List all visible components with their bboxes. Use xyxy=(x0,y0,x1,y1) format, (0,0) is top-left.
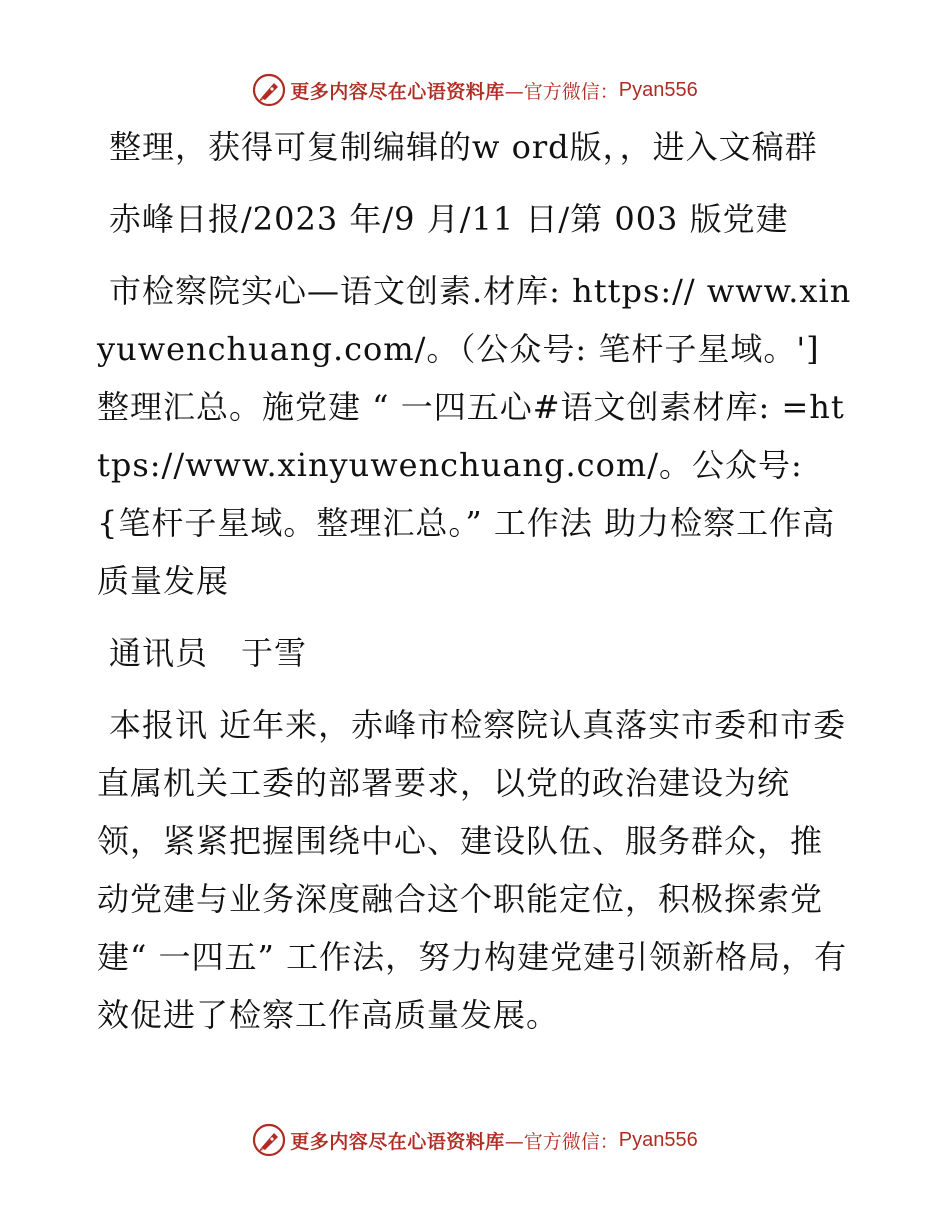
paragraph-intro: 整理，获得可复制编辑的w ord版，，进入文稿群 xyxy=(109,128,818,166)
banner-wechat-id: Pyan556 xyxy=(618,78,698,101)
header-banner xyxy=(0,70,950,110)
banner-separator: —官方微信： xyxy=(504,80,619,103)
paragraph-source-line: 赤峰日报/2023 年/9 月/11 日/第 003 版党建 xyxy=(109,200,789,238)
fountain-pen-logo-icon xyxy=(252,1123,286,1157)
paragraph-title: 市检察院实心—语文创素.材库: https:// www.xinyuwenchuang.com/。（公众号: 笔杆子星域。'] 整理汇总。施党建 “ 一四五心#语文创素材库: =https://www.xinyuwenchuang.com/。公众号: {笔杆子星域。整理汇总。” 工作法 助力检察工作高质量发展 xyxy=(97,272,852,600)
banner-text: 更多内容尽在心语资料库 xyxy=(290,80,505,103)
fountain-pen-logo-icon xyxy=(252,73,286,107)
banner-wechat-id: Pyan556 xyxy=(618,1128,698,1151)
banner-separator: —官方微信： xyxy=(504,1130,619,1153)
document-body xyxy=(97,118,852,1058)
footer-banner xyxy=(0,1120,950,1160)
paragraph-body: 本报讯 近年来，赤峰市检察院认真落实市委和市委直属机关工委的部署要求，以党的政治建设为统领，紧紧把握围绕中心、建设队伍、服务群众，推动党建与业务深度融合这个职能定位，积极探索党建“ 一四五” 工作法，努力构建党建引领新格局，有效促进了检察工作高质量发展。 xyxy=(97,706,848,1034)
paragraph-byline: 通讯员 于雪 xyxy=(109,634,308,672)
banner-text: 更多内容尽在心语资料库 xyxy=(290,1130,505,1153)
